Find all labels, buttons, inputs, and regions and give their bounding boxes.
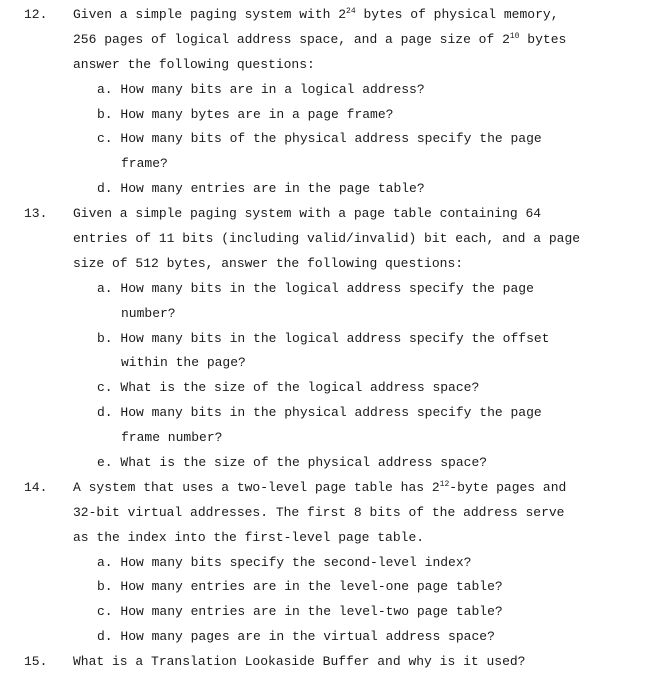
sub-question: d. How many bits in the physical address specify the page (97, 405, 542, 421)
question-text: 256 pages of logical address space, and a page size of $2^{10}$ bytes (73, 31, 567, 47)
question-12 (0, 3, 667, 28)
question-text: A system that uses a two-level page table has $2^{12}$-byte pages and (73, 479, 567, 495)
sub-question: d. How many entries are in the page table? (97, 181, 425, 197)
question-text: answer the following questions: (73, 56, 315, 72)
question-text: Given a simple paging system with $2^{24}$ bytes of physical memory, (73, 7, 559, 22)
sub-question: a. How many bits are in a logical address? (97, 81, 425, 97)
sub-question: c. How many bits of the physical address specify the page (97, 131, 542, 147)
sub-question-continuation: within the page? (121, 355, 246, 371)
question-number: 14. (24, 479, 48, 495)
question-text: size of 512 bytes, answer the following questions: (73, 255, 464, 271)
exponent: 10 (509, 31, 520, 41)
sub-question: b. How many entries are in the level-one page table? (97, 579, 503, 595)
question-number: 15. (24, 654, 48, 670)
sub-question: a. How many bits in the logical address specify the page (97, 280, 534, 296)
exponent: 24 (346, 7, 356, 16)
question-14 (0, 476, 667, 501)
sub-question: b. How many bytes are in a page frame? (97, 106, 394, 122)
sub-question: c. What is the size of the logical address space? (97, 380, 480, 396)
question-text: What is a Translation Lookaside Buffer and why is it used? (73, 654, 526, 670)
question-number: 12. (24, 7, 48, 22)
question-text: entries of 11 bits (including valid/invalid) bit each, and a page (73, 231, 581, 247)
question-13 (0, 202, 667, 227)
sub-question: b. How many bits in the logical address specify the offset (97, 330, 550, 346)
sub-question-continuation: frame number? (121, 430, 223, 446)
question-text: Given a simple paging system with a page table containing 64 (73, 206, 542, 222)
sub-question-continuation: frame? (121, 156, 168, 172)
question-number: 13. (24, 206, 48, 222)
exponent: 12 (439, 479, 450, 489)
question-text: 32-bit virtual addresses. The first 8 bits of the address serve (73, 504, 565, 520)
sub-question: e. What is the size of the physical address space? (97, 455, 488, 471)
question-list (0, 3, 667, 675)
question-15 (0, 650, 667, 675)
sub-question: d. How many pages are in the virtual address space? (97, 629, 495, 645)
question-text: as the index into the first-level page table. (73, 529, 425, 545)
sub-question-continuation: number? (121, 305, 176, 321)
sub-question: a. How many bits specify the second-level index? (97, 554, 472, 570)
sub-question: c. How many entries are in the level-two page table? (97, 604, 503, 620)
